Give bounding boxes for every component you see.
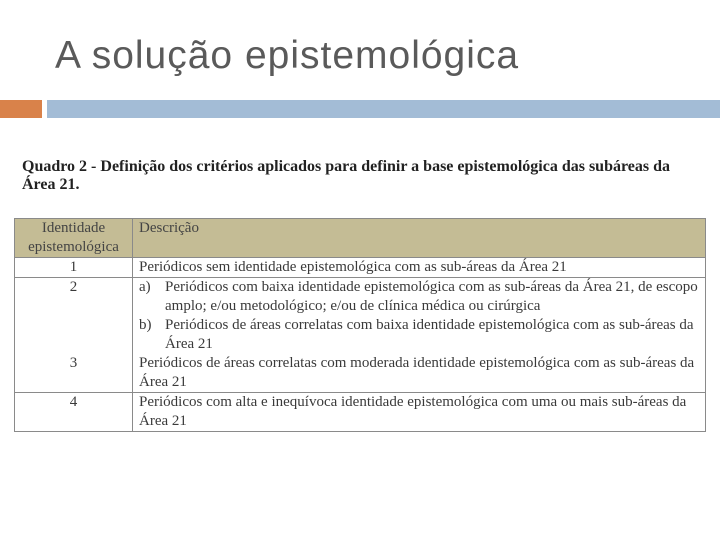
option-marker: b) [139,317,152,333]
accent-bar-orange [0,100,42,118]
row-id: 4 [15,393,133,432]
slide-title: A solução epistemológica [55,34,520,77]
option-marker: a) [139,279,151,295]
table-row [15,278,706,355]
table-row [15,258,706,278]
row-description: Periódicos sem identidade epistemológica com as sub-áreas da Área 21 [133,258,706,278]
option-text: Periódicos com baixa identidade epistemológica com as sub-áreas da Área 21, de escopo amplo; e/ou metodológico; e/ou de clínica médica ou cirúrgica [165,279,698,314]
criteria-table [14,218,706,432]
table-caption: Quadro 2 - Definição dos critérios aplicados para definir a base epistemológica das subáreas da Área 21. [22,158,671,193]
option-text: Periódicos de áreas correlatas com baixa identidade epistemológica com as sub-áreas da Área 21 [165,317,694,352]
table-header-row [15,219,706,258]
row-id: 1 [15,258,133,278]
header-identidade: Identidade epistemológica [15,219,133,258]
header-descricao: Descrição [133,219,706,258]
list-item [139,316,699,354]
row-description-options [133,278,706,355]
table-row [15,393,706,432]
row-description: Periódicos de áreas correlatas com moderada identidade epistemológica com as sub-áreas da Área 21 [133,354,706,393]
row-description: Periódicos com alta e inequívoca identidade epistemológica com uma ou mais sub-áreas da Área 21 [133,393,706,432]
row-id: 2 [15,278,133,355]
table-row [15,354,706,393]
row-id: 3 [15,354,133,393]
accent-bar-blue [47,100,720,118]
list-item [139,278,699,316]
